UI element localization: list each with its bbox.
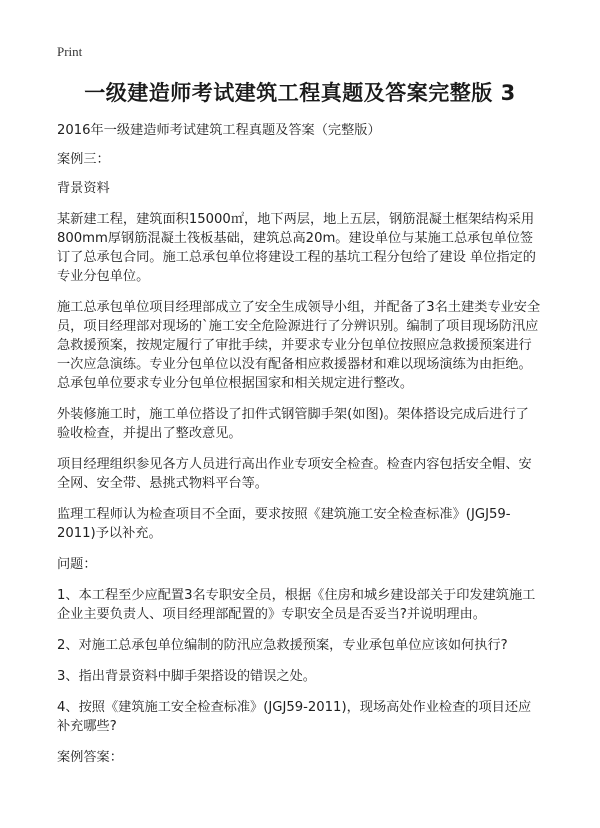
question-1: 1、本工程至少应配置3名专职安全员，根据《住房和城乡建设部关于印发建筑施工企业主要负责人、项目经理部配置的》专职安全员是否妥当?并说明理由。 [57,588,536,622]
question-2: 2、对施工总承包单位编制的防汛应急救援预案，专业承包单位应该如何执行? [57,638,508,653]
question-3: 3、指出背景资料中脚手架搭设的错误之处。 [57,669,316,684]
case-label: 案例三： [57,152,110,167]
print-label: Print [57,44,83,59]
answer-label: 案例答案： [57,750,123,765]
document-body [57,121,542,779]
background-paragraph-3: 外装修施工时，施工单位搭设了扣件式钢管脚手架(如图)。架体搭设完成后进行了验收检查，并提出了整改意见。 [57,407,529,441]
question-4: 4、按照《建筑施工安全检查标准》(JGJ59-2011)，现场高处作业检查的项目还应补充哪些? [57,700,532,734]
background-paragraph-1: 某新建工程，建筑面积15000㎡，地下两层，地上五层，钢筋混凝土框架结构采用800mm厚钢筋混凝土筏板基础，建筑总高20m。建设单位与某施工总承包单位签订了总承包合同。施工总承包单位将建设工程的基坑工程分包给了建设 单位指定的专业分包单位。 [57,212,536,284]
background-paragraph-2: 施工总承包单位项目经理部成立了安全生成领导小组，并配备了3名土建类专业安全员，项目经理部对现场的`施工安全危险源进行了分辨识别。编制了项目现场防汛应急救援预案，按规定履行了审批手续，并要求专业分包单位按照应急救援预案进行一次应急演练。专业分包单位以没有配备相应救援器材和难以现场演练为由拒绝。总承包单位要求专业分包单位根据国家和相关规定进行整改。 [57,300,541,391]
background-paragraph-5: 监理工程师认为检查项目不全面，要求按照《建筑施工安全检查标准》(JGJ59-2011)予以补充。 [57,507,511,541]
questions-label: 问题： [57,557,97,572]
background-label: 背景资料 [57,181,110,196]
document-subtitle: 2016年一级建造师考试建筑工程真题及答案（完整版） [57,123,381,138]
background-paragraph-4: 项目经理组织参见各方人员进行高出作业专项安全检查。检查内容包括安全帽、安全网、安全带、悬挑式物料平台等。 [57,457,532,491]
document-title: 一级建造师考试建筑工程真题及答案完整版 3 [84,81,516,105]
